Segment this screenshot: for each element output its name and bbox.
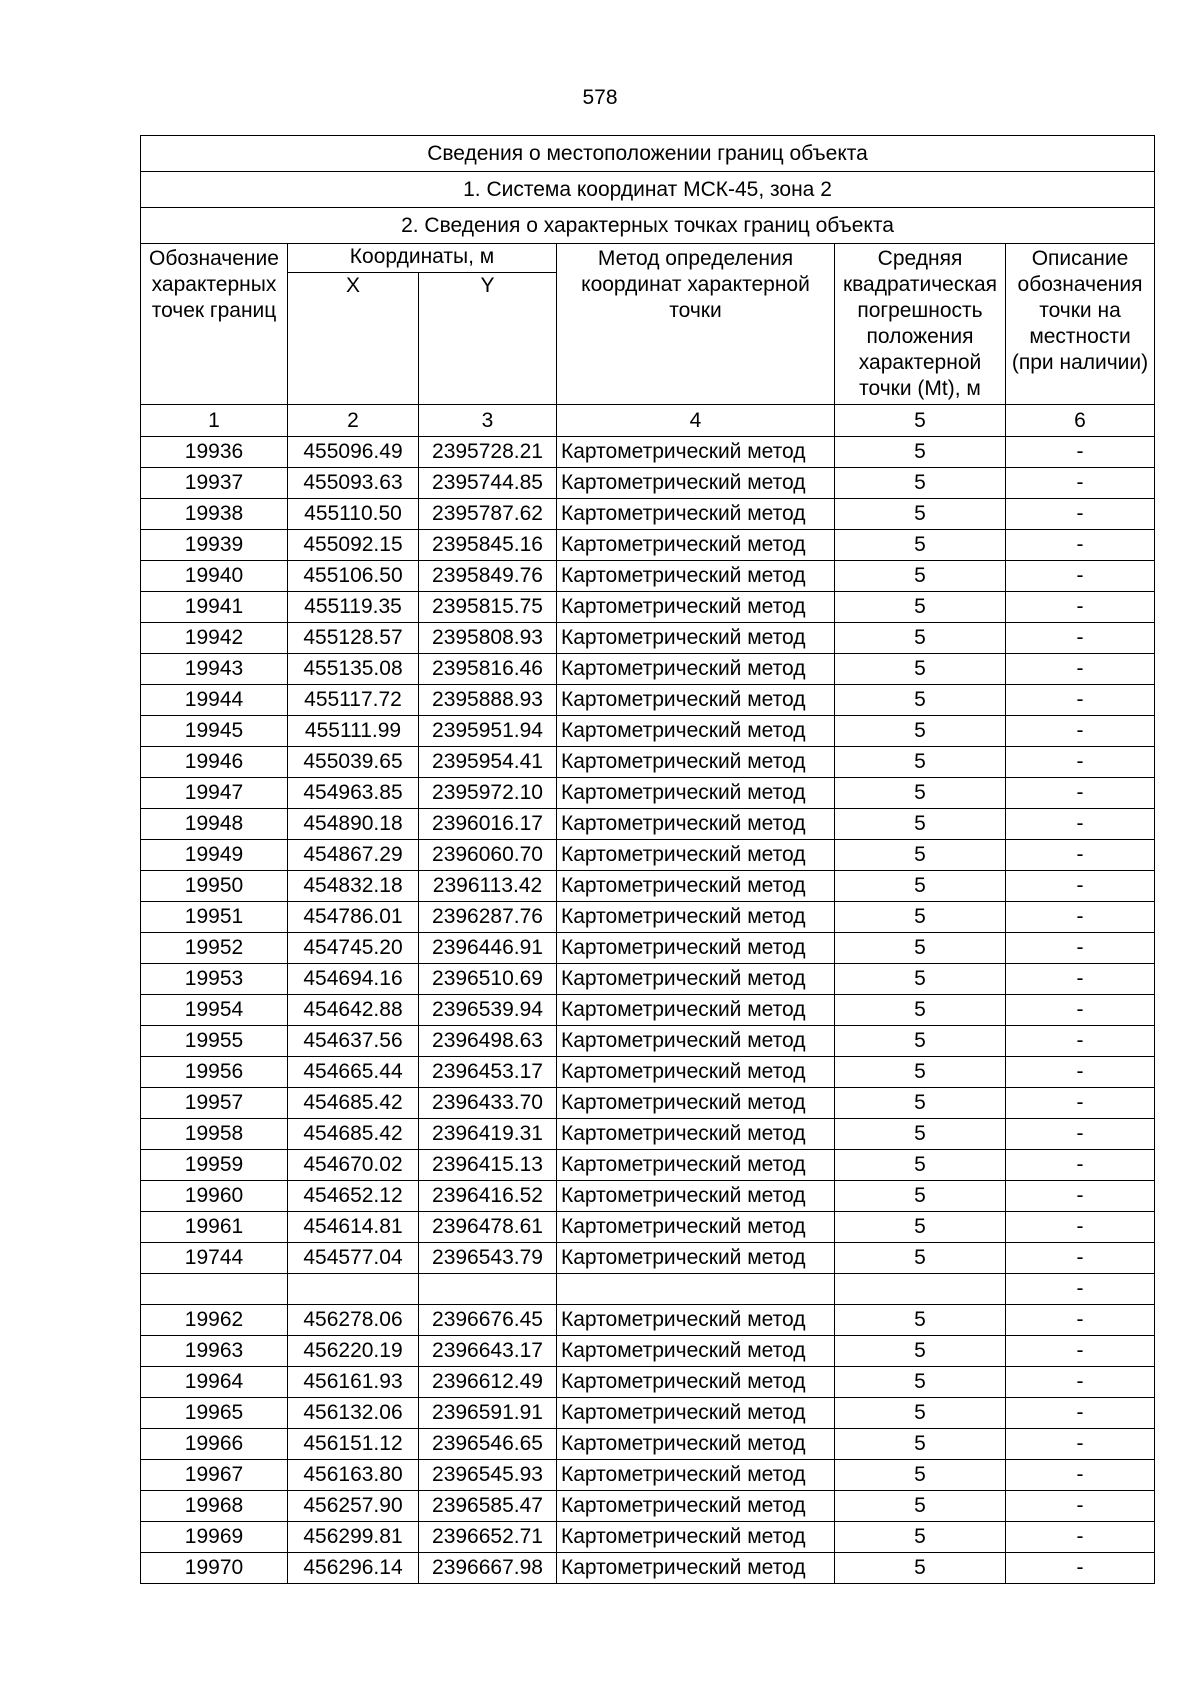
point-id-cell: 19962	[141, 1305, 288, 1336]
table-row	[141, 1491, 1155, 1522]
column-number: 1	[141, 405, 288, 437]
x-coordinate-cell: 454963.85	[288, 778, 419, 809]
description-cell: -	[1006, 1243, 1155, 1274]
table-row	[141, 778, 1155, 809]
y-coordinate-cell: 2396453.17	[419, 1057, 557, 1088]
error-cell: 5	[835, 592, 1006, 623]
point-id-cell: 19959	[141, 1150, 288, 1181]
y-coordinate-cell: 2395808.93	[419, 623, 557, 654]
error-cell: 5	[835, 1367, 1006, 1398]
error-cell: 5	[835, 747, 1006, 778]
y-coordinate-cell: 2396433.70	[419, 1088, 557, 1119]
y-coordinate-cell: 2396416.52	[419, 1181, 557, 1212]
x-coordinate-cell: 456296.14	[288, 1553, 419, 1584]
point-id-cell: 19936	[141, 437, 288, 468]
table-row	[141, 437, 1155, 468]
table-row	[141, 592, 1155, 623]
x-coordinate-cell: 456132.06	[288, 1398, 419, 1429]
y-coordinate-cell: 2395849.76	[419, 561, 557, 592]
y-coordinate-cell: 2396446.91	[419, 933, 557, 964]
x-coordinate-cell: 454614.81	[288, 1212, 419, 1243]
point-id-cell: 19961	[141, 1212, 288, 1243]
table-row	[141, 933, 1155, 964]
method-cell: Картометрический метод	[557, 1336, 835, 1367]
point-id-cell: 19958	[141, 1119, 288, 1150]
header-x: X	[288, 273, 419, 405]
table-row	[141, 995, 1155, 1026]
method-cell: Картометрический метод	[557, 437, 835, 468]
description-cell: -	[1006, 1305, 1155, 1336]
description-cell: -	[1006, 809, 1155, 840]
point-id-cell: 19942	[141, 623, 288, 654]
table-row	[141, 1274, 1155, 1305]
section-title: 2. Сведения о характерных точках границ объекта	[141, 208, 1155, 244]
method-cell: Картометрический метод	[557, 1150, 835, 1181]
x-coordinate-cell: 454670.02	[288, 1150, 419, 1181]
table-row	[141, 468, 1155, 499]
error-cell: 5	[835, 1491, 1006, 1522]
y-coordinate-cell: 2396287.76	[419, 902, 557, 933]
error-cell: 5	[835, 840, 1006, 871]
description-cell: -	[1006, 1181, 1155, 1212]
x-coordinate-cell: 454665.44	[288, 1057, 419, 1088]
description-cell: -	[1006, 1522, 1155, 1553]
header-coordinates: Координаты, м	[288, 244, 557, 273]
point-id-cell: 19966	[141, 1429, 288, 1460]
method-cell: Картометрический метод	[557, 561, 835, 592]
y-coordinate-cell: 2396676.45	[419, 1305, 557, 1336]
y-coordinate-cell: 2395728.21	[419, 437, 557, 468]
x-coordinate-cell: 454867.29	[288, 840, 419, 871]
x-coordinate-cell: 454745.20	[288, 933, 419, 964]
x-coordinate-cell: 455117.72	[288, 685, 419, 716]
table-row	[141, 1367, 1155, 1398]
table-row	[141, 1460, 1155, 1491]
column-number: 3	[419, 405, 557, 437]
boundary-points-table	[140, 135, 1155, 1584]
y-coordinate-cell: 2396478.61	[419, 1212, 557, 1243]
point-id-cell: 19946	[141, 747, 288, 778]
method-cell: Картометрический метод	[557, 1522, 835, 1553]
y-coordinate-cell: 2396113.42	[419, 871, 557, 902]
error-cell: 5	[835, 1398, 1006, 1429]
x-coordinate-cell: 455135.08	[288, 654, 419, 685]
point-id-cell: 19953	[141, 964, 288, 995]
x-coordinate-cell: 456220.19	[288, 1336, 419, 1367]
point-id-cell: 19965	[141, 1398, 288, 1429]
method-cell: Картометрический метод	[557, 1398, 835, 1429]
table-row	[141, 654, 1155, 685]
point-id-cell	[141, 1274, 288, 1305]
x-coordinate-cell: 454652.12	[288, 1181, 419, 1212]
y-coordinate-cell: 2395951.94	[419, 716, 557, 747]
x-coordinate-cell: 454637.56	[288, 1026, 419, 1057]
method-cell: Картометрический метод	[557, 1057, 835, 1088]
method-cell: Картометрический метод	[557, 1119, 835, 1150]
error-cell: 5	[835, 1026, 1006, 1057]
description-cell: -	[1006, 1336, 1155, 1367]
y-coordinate-cell: 2396539.94	[419, 995, 557, 1026]
point-id-cell: 19968	[141, 1491, 288, 1522]
error-cell: 5	[835, 1460, 1006, 1491]
y-coordinate-cell: 2395954.41	[419, 747, 557, 778]
description-cell: -	[1006, 1460, 1155, 1491]
error-cell: 5	[835, 902, 1006, 933]
table-row	[141, 1522, 1155, 1553]
method-cell: Картометрический метод	[557, 530, 835, 561]
description-cell: -	[1006, 871, 1155, 902]
description-cell: -	[1006, 1429, 1155, 1460]
method-cell: Картометрический метод	[557, 1553, 835, 1584]
point-id-cell: 19944	[141, 685, 288, 716]
y-coordinate-cell: 2395845.16	[419, 530, 557, 561]
error-cell: 5	[835, 1088, 1006, 1119]
description-cell: -	[1006, 685, 1155, 716]
point-id-cell: 19952	[141, 933, 288, 964]
header-mean-error: Средняя квадратическая погрешность положения характерной точки (Mt), м	[835, 244, 1006, 405]
method-cell: Картометрический метод	[557, 468, 835, 499]
point-id-cell: 19963	[141, 1336, 288, 1367]
x-coordinate-cell: 454832.18	[288, 871, 419, 902]
x-coordinate-cell: 455039.65	[288, 747, 419, 778]
description-cell: -	[1006, 654, 1155, 685]
description-cell: -	[1006, 561, 1155, 592]
y-coordinate-cell: 2396612.49	[419, 1367, 557, 1398]
x-coordinate-cell: 456161.93	[288, 1367, 419, 1398]
table-row	[141, 561, 1155, 592]
method-cell: Картометрический метод	[557, 902, 835, 933]
method-cell: Картометрический метод	[557, 1460, 835, 1491]
column-number: 2	[288, 405, 419, 437]
coordinate-system: 1. Система координат МСК-45, зона 2	[141, 172, 1155, 208]
table-row	[141, 1429, 1155, 1460]
point-id-cell: 19939	[141, 530, 288, 561]
y-coordinate-cell: 2396060.70	[419, 840, 557, 871]
x-coordinate-cell: 456151.12	[288, 1429, 419, 1460]
table-row	[141, 1181, 1155, 1212]
table-row	[141, 716, 1155, 747]
x-coordinate-cell: 455119.35	[288, 592, 419, 623]
x-coordinate-cell	[288, 1274, 419, 1305]
description-cell: -	[1006, 592, 1155, 623]
method-cell: Картометрический метод	[557, 995, 835, 1026]
error-cell: 5	[835, 561, 1006, 592]
description-cell: -	[1006, 1212, 1155, 1243]
point-id-cell: 19960	[141, 1181, 288, 1212]
point-id-cell: 19957	[141, 1088, 288, 1119]
method-cell: Картометрический метод	[557, 747, 835, 778]
description-cell: -	[1006, 964, 1155, 995]
x-coordinate-cell: 456257.90	[288, 1491, 419, 1522]
description-cell: -	[1006, 1026, 1155, 1057]
y-coordinate-cell: 2396415.13	[419, 1150, 557, 1181]
x-coordinate-cell: 455092.15	[288, 530, 419, 561]
error-cell: 5	[835, 468, 1006, 499]
method-cell: Картометрический метод	[557, 1305, 835, 1336]
error-cell: 5	[835, 1243, 1006, 1274]
x-coordinate-cell: 456163.80	[288, 1460, 419, 1491]
error-cell	[835, 1274, 1006, 1305]
point-id-cell: 19940	[141, 561, 288, 592]
y-coordinate-cell: 2395888.93	[419, 685, 557, 716]
description-cell: -	[1006, 1057, 1155, 1088]
y-coordinate-cell: 2396652.71	[419, 1522, 557, 1553]
table-row	[141, 871, 1155, 902]
method-cell: Картометрический метод	[557, 499, 835, 530]
table-row	[141, 747, 1155, 778]
y-coordinate-cell: 2395787.62	[419, 499, 557, 530]
x-coordinate-cell: 455128.57	[288, 623, 419, 654]
table-row	[141, 964, 1155, 995]
error-cell: 5	[835, 871, 1006, 902]
y-coordinate-cell: 2395972.10	[419, 778, 557, 809]
x-coordinate-cell: 454577.04	[288, 1243, 419, 1274]
error-cell: 5	[835, 1336, 1006, 1367]
point-id-cell: 19948	[141, 809, 288, 840]
error-cell: 5	[835, 623, 1006, 654]
table-row	[141, 623, 1155, 654]
y-coordinate-cell: 2396545.93	[419, 1460, 557, 1491]
page-number: 578	[582, 86, 618, 109]
point-id-cell: 19970	[141, 1553, 288, 1584]
y-coordinate-cell: 2396543.79	[419, 1243, 557, 1274]
method-cell: Картометрический метод	[557, 1491, 835, 1522]
y-coordinate-cell: 2395816.46	[419, 654, 557, 685]
method-cell: Картометрический метод	[557, 933, 835, 964]
point-id-cell: 19744	[141, 1243, 288, 1274]
table-row	[141, 1553, 1155, 1584]
error-cell: 5	[835, 1181, 1006, 1212]
point-id-cell: 19969	[141, 1522, 288, 1553]
x-coordinate-cell: 456278.06	[288, 1305, 419, 1336]
method-cell: Картометрический метод	[557, 778, 835, 809]
x-coordinate-cell: 455106.50	[288, 561, 419, 592]
y-coordinate-cell: 2396510.69	[419, 964, 557, 995]
point-id-cell: 19955	[141, 1026, 288, 1057]
point-id-cell: 19941	[141, 592, 288, 623]
table-row	[141, 1243, 1155, 1274]
method-cell: Картометрический метод	[557, 592, 835, 623]
error-cell: 5	[835, 1429, 1006, 1460]
y-coordinate-cell: 2396498.63	[419, 1026, 557, 1057]
y-coordinate-cell: 2396643.17	[419, 1336, 557, 1367]
error-cell: 5	[835, 1212, 1006, 1243]
table-row	[141, 1336, 1155, 1367]
x-coordinate-cell: 454786.01	[288, 902, 419, 933]
description-cell: -	[1006, 468, 1155, 499]
table-row	[141, 1305, 1155, 1336]
description-cell: -	[1006, 995, 1155, 1026]
point-id-cell: 19945	[141, 716, 288, 747]
point-id-cell: 19964	[141, 1367, 288, 1398]
table-row	[141, 809, 1155, 840]
method-cell: Картометрический метод	[557, 809, 835, 840]
y-coordinate-cell: 2396016.17	[419, 809, 557, 840]
point-id-cell: 19956	[141, 1057, 288, 1088]
description-cell: -	[1006, 747, 1155, 778]
method-cell: Картометрический метод	[557, 1181, 835, 1212]
description-cell: -	[1006, 1274, 1155, 1305]
error-cell: 5	[835, 778, 1006, 809]
x-coordinate-cell: 455096.49	[288, 437, 419, 468]
column-number: 4	[557, 405, 835, 437]
column-number: 5	[835, 405, 1006, 437]
y-coordinate-cell	[419, 1274, 557, 1305]
point-id-cell: 19949	[141, 840, 288, 871]
error-cell: 5	[835, 716, 1006, 747]
method-cell: Картометрический метод	[557, 716, 835, 747]
point-id-cell: 19947	[141, 778, 288, 809]
header-point-designation: Обозначение характерных точек границ	[141, 244, 288, 405]
header-description: Описание обозначения точки на местности (при наличии)	[1006, 244, 1155, 405]
description-cell: -	[1006, 1367, 1155, 1398]
table-title: Сведения о местоположении границ объекта	[141, 136, 1155, 172]
description-cell: -	[1006, 902, 1155, 933]
method-cell: Картометрический метод	[557, 685, 835, 716]
x-coordinate-cell: 456299.81	[288, 1522, 419, 1553]
point-id-cell: 19937	[141, 468, 288, 499]
table-row	[141, 530, 1155, 561]
point-id-cell: 19950	[141, 871, 288, 902]
x-coordinate-cell: 454685.42	[288, 1088, 419, 1119]
table-row	[141, 902, 1155, 933]
error-cell: 5	[835, 933, 1006, 964]
description-cell: -	[1006, 840, 1155, 871]
error-cell: 5	[835, 530, 1006, 561]
y-coordinate-cell: 2395815.75	[419, 592, 557, 623]
error-cell: 5	[835, 1553, 1006, 1584]
method-cell: Картометрический метод	[557, 1026, 835, 1057]
x-coordinate-cell: 454685.42	[288, 1119, 419, 1150]
error-cell: 5	[835, 995, 1006, 1026]
description-cell: -	[1006, 1491, 1155, 1522]
method-cell: Картометрический метод	[557, 871, 835, 902]
table-row	[141, 1026, 1155, 1057]
error-cell: 5	[835, 437, 1006, 468]
table-row	[141, 1398, 1155, 1429]
table-row	[141, 1088, 1155, 1119]
column-number: 6	[1006, 405, 1155, 437]
description-cell: -	[1006, 437, 1155, 468]
header-y: Y	[419, 273, 557, 405]
error-cell: 5	[835, 1522, 1006, 1553]
point-id-cell: 19954	[141, 995, 288, 1026]
error-cell: 5	[835, 1057, 1006, 1088]
table-row	[141, 1212, 1155, 1243]
description-cell: -	[1006, 1398, 1155, 1429]
description-cell: -	[1006, 1119, 1155, 1150]
description-cell: -	[1006, 1553, 1155, 1584]
x-coordinate-cell: 454694.16	[288, 964, 419, 995]
error-cell: 5	[835, 1305, 1006, 1336]
description-cell: -	[1006, 623, 1155, 654]
table-row	[141, 499, 1155, 530]
error-cell: 5	[835, 1150, 1006, 1181]
table-row	[141, 1150, 1155, 1181]
description-cell: -	[1006, 778, 1155, 809]
table-row	[141, 685, 1155, 716]
y-coordinate-cell: 2396667.98	[419, 1553, 557, 1584]
table-row	[141, 1057, 1155, 1088]
description-cell: -	[1006, 530, 1155, 561]
method-cell: Картометрический метод	[557, 1429, 835, 1460]
method-cell: Картометрический метод	[557, 1243, 835, 1274]
description-cell: -	[1006, 1088, 1155, 1119]
method-cell: Картометрический метод	[557, 654, 835, 685]
point-id-cell: 19938	[141, 499, 288, 530]
header-method: Метод определения координат характерной точки	[557, 244, 835, 405]
error-cell: 5	[835, 685, 1006, 716]
error-cell: 5	[835, 1119, 1006, 1150]
error-cell: 5	[835, 654, 1006, 685]
table-row	[141, 840, 1155, 871]
x-coordinate-cell: 455111.99	[288, 716, 419, 747]
y-coordinate-cell: 2396585.47	[419, 1491, 557, 1522]
x-coordinate-cell: 455093.63	[288, 468, 419, 499]
description-cell: -	[1006, 716, 1155, 747]
method-cell: Картометрический метод	[557, 840, 835, 871]
error-cell: 5	[835, 964, 1006, 995]
x-coordinate-cell: 454890.18	[288, 809, 419, 840]
description-cell: -	[1006, 933, 1155, 964]
y-coordinate-cell: 2395744.85	[419, 468, 557, 499]
x-coordinate-cell: 454642.88	[288, 995, 419, 1026]
y-coordinate-cell: 2396419.31	[419, 1119, 557, 1150]
description-cell: -	[1006, 499, 1155, 530]
column-number-row	[141, 405, 1155, 437]
error-cell: 5	[835, 809, 1006, 840]
y-coordinate-cell: 2396546.65	[419, 1429, 557, 1460]
method-cell	[557, 1274, 835, 1305]
method-cell: Картометрический метод	[557, 964, 835, 995]
method-cell: Картометрический метод	[557, 1088, 835, 1119]
point-id-cell: 19967	[141, 1460, 288, 1491]
y-coordinate-cell: 2396591.91	[419, 1398, 557, 1429]
table-row	[141, 1119, 1155, 1150]
description-cell: -	[1006, 1150, 1155, 1181]
method-cell: Картометрический метод	[557, 623, 835, 654]
error-cell: 5	[835, 499, 1006, 530]
point-id-cell: 19951	[141, 902, 288, 933]
method-cell: Картометрический метод	[557, 1212, 835, 1243]
point-id-cell: 19943	[141, 654, 288, 685]
method-cell: Картометрический метод	[557, 1367, 835, 1398]
x-coordinate-cell: 455110.50	[288, 499, 419, 530]
